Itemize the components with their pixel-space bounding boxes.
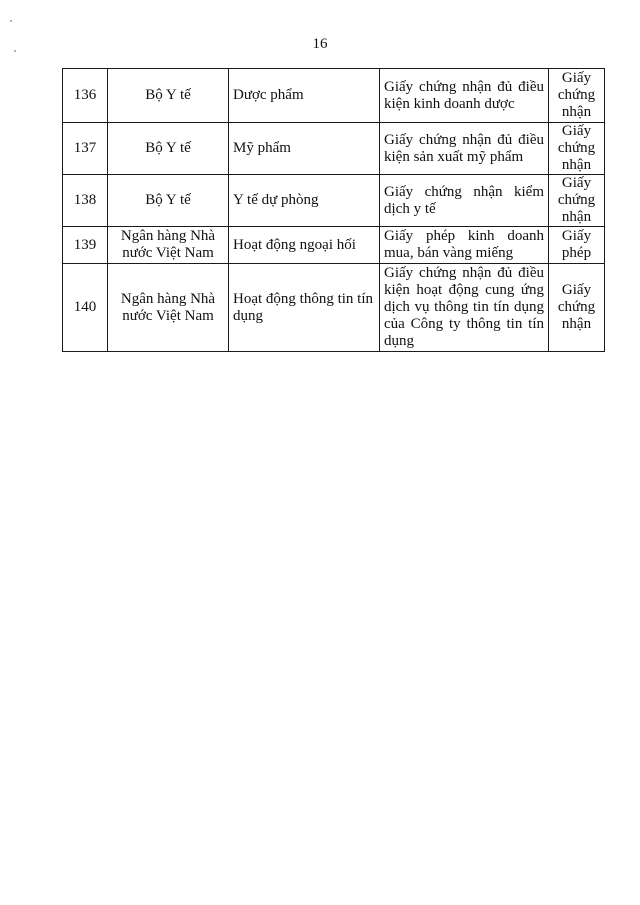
- type-cell: Giấy chứng nhận: [549, 264, 605, 352]
- document-table: [62, 68, 605, 352]
- row-number: 140: [63, 264, 108, 352]
- agency-cell: Bộ Y tế: [108, 123, 229, 175]
- table-row: [63, 175, 605, 227]
- document-cell: Giấy chứng nhận đủ điều kiện sản xuất mỹ phẩm: [380, 123, 549, 175]
- field-cell: Y tế dự phòng: [229, 175, 380, 227]
- field-cell: Hoạt động ngoại hối: [229, 227, 380, 264]
- scan-speck: [10, 20, 12, 22]
- document-cell: Giấy chứng nhận đủ điều kiện kinh doanh dược: [380, 69, 549, 123]
- document-cell: Giấy chứng nhận đủ điều kiện hoạt động cung ứng dịch vụ thông tin tín dụng của Công ty thông tin tín dụng: [380, 264, 549, 352]
- table-row: [63, 264, 605, 352]
- document-cell: Giấy phép kinh doanh mua, bán vàng miếng: [380, 227, 549, 264]
- agency-cell: Ngân hàng Nhà nước Việt Nam: [108, 264, 229, 352]
- table-row: [63, 69, 605, 123]
- agency-cell: Bộ Y tế: [108, 175, 229, 227]
- type-cell: Giấy phép: [549, 227, 605, 264]
- agency-cell: Ngân hàng Nhà nước Việt Nam: [108, 227, 229, 264]
- agency-cell: Bộ Y tế: [108, 69, 229, 123]
- page-number: 16: [312, 36, 328, 52]
- table-row: [63, 227, 605, 264]
- scan-speck: [14, 50, 16, 52]
- document-cell: Giấy chứng nhận kiểm dịch y tế: [380, 175, 549, 227]
- field-cell: Dược phẩm: [229, 69, 380, 123]
- field-cell: Hoạt động thông tin tín dụng: [229, 264, 380, 352]
- row-number: 138: [63, 175, 108, 227]
- row-number: 137: [63, 123, 108, 175]
- type-cell: Giấy chứng nhận: [549, 175, 605, 227]
- type-cell: Giấy chứng nhận: [549, 123, 605, 175]
- field-cell: Mỹ phẩm: [229, 123, 380, 175]
- row-number: 136: [63, 69, 108, 123]
- type-cell: Giấy chứng nhận: [549, 69, 605, 123]
- table-row: [63, 123, 605, 175]
- row-number: 139: [63, 227, 108, 264]
